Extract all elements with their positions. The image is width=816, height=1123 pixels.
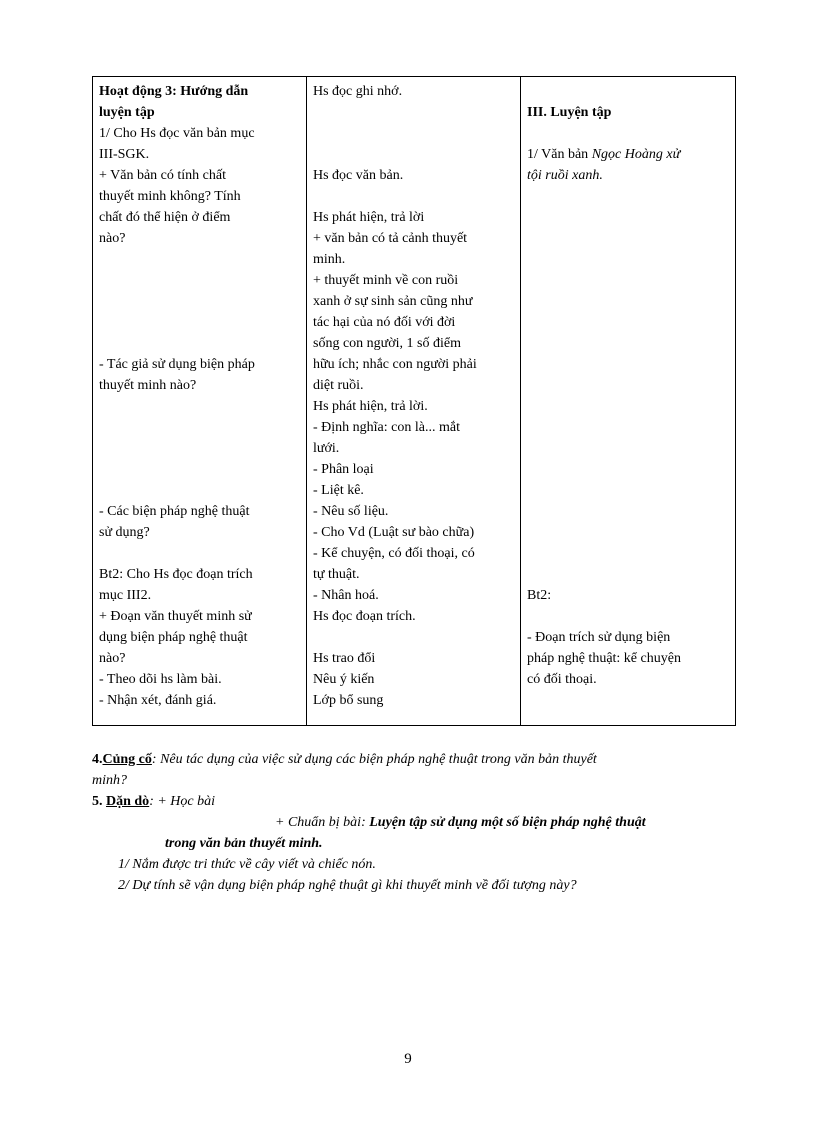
col1-text: chất đó thể hiện ở điểm [99, 210, 231, 225]
col2-text: - Nhân hoá. [313, 588, 379, 603]
question-2 [118, 875, 736, 896]
section-5-label: Dặn dò [106, 794, 150, 809]
col1-text: - Tác giả sử dụng biện pháp [99, 357, 255, 372]
col1-text: + Văn bản có tính chất [99, 168, 226, 183]
col2-text: - Liệt kê. [313, 483, 364, 498]
question-2-text: 2/ Dự tính sẽ vận dụng biện pháp nghệ thuật gì khi thuyết minh về đối tượng này? [118, 878, 577, 893]
section-5-number: 5. [92, 794, 103, 809]
section-4 [92, 749, 736, 791]
prep-title-a: Luyện tập sử dụng một số biện pháp nghệ thuật [369, 815, 646, 830]
teacher-activity-column [93, 77, 307, 725]
col1-text: mục III2. [99, 588, 152, 603]
col1-text: dụng biện pháp nghệ thuật [99, 630, 248, 645]
prep-line [275, 812, 736, 833]
col1-text: sử dụng? [99, 525, 150, 540]
col2-text: tác hại của nó đối với đời [313, 315, 456, 330]
col1-text: thuyết minh nào? [99, 378, 197, 393]
practice-heading: III. Luyện tập [527, 105, 612, 120]
col2-text: - Cho Vd (Luật sư bào chữa) [313, 525, 475, 540]
item1-title-a: Ngọc Hoàng xử [591, 147, 681, 162]
col2-text: lưới. [313, 441, 340, 456]
section-4-label: Củng cố [102, 752, 152, 767]
col2-text: Hs phát hiện, trả lời. [313, 399, 428, 414]
section-4-number: 4. [92, 752, 103, 767]
col2-text: hữu ích; nhắc con người phải [313, 357, 477, 372]
activity-heading-cont: luyện tập [99, 105, 155, 120]
section-4-text: : Nêu tác dụng của việc sử dụng các biện pháp nghệ thuật trong văn bản thuyết [151, 752, 597, 767]
bt2-answer: - Đoạn trích sử dụng biện [527, 630, 671, 645]
col1-text: thuyết minh không? Tính [99, 189, 241, 204]
section-4-text-cont: minh? [92, 773, 127, 788]
col2-text: minh. [313, 252, 346, 267]
bt2-answer: có đối thoại. [527, 672, 597, 687]
bt2-label: Bt2: [527, 588, 552, 603]
col2-text: - Phân loại [313, 462, 374, 477]
col2-text: - Định nghĩa: con là... mắt [313, 420, 460, 435]
col2-text: + văn bản có tả cảnh thuyết [313, 231, 468, 246]
student-activity-column [307, 77, 521, 725]
activity-heading: Hoạt động 3: Hướng dẫn [99, 84, 249, 99]
col1-text: 1/ Cho Hs đọc văn bản mục [99, 126, 255, 141]
col2-text: xanh ở sự sinh sản cũng như [313, 294, 473, 309]
col2-text: sống con người, 1 số điểm [313, 336, 461, 351]
item1-title-b: tội ruồi xanh. [527, 168, 603, 183]
col1-text: nào? [99, 231, 126, 246]
content-column [521, 77, 735, 725]
col2-text: Hs phát hiện, trả lời [313, 210, 425, 225]
col2-text: Nêu ý kiến [313, 672, 375, 687]
col1-text: III-SGK. [99, 147, 150, 162]
col1-text: - Nhận xét, đánh giá. [99, 693, 217, 708]
col2-text: + thuyết minh về con ruồi [313, 273, 459, 288]
col2-text: Lớp bổ sung [313, 693, 384, 708]
item1-prefix: 1/ Văn bản [527, 147, 589, 162]
col2-text: - Kể chuyện, có đối thoại, có [313, 546, 475, 561]
section-5 [92, 791, 736, 812]
prep-title-b: trong văn bản thuyết minh. [165, 836, 323, 851]
prep-line-2 [165, 833, 736, 854]
col2-text: diệt ruồi. [313, 378, 364, 393]
col1-text: Bt2: Cho Hs đọc đoạn trích [99, 567, 253, 582]
prep-prefix: + Chuẩn bị bài: [275, 815, 366, 830]
question-1-text: 1/ Nắm được tri thức về cây viết và chiếc nón. [118, 857, 376, 872]
col1-text: + Đoạn văn thuyết minh sử [99, 609, 252, 624]
bt2-answer: pháp nghệ thuật: kể chuyện [527, 651, 681, 666]
col1-text: nào? [99, 651, 126, 666]
section-5-text: : + Học bài [149, 794, 216, 809]
lesson-table [92, 76, 736, 726]
col1-text: - Các biện pháp nghệ thuật [99, 504, 250, 519]
question-1 [118, 854, 736, 875]
col2-text: Hs đọc đoạn trích. [313, 609, 416, 624]
col2-text: - Nêu số liệu. [313, 504, 389, 519]
practice-item-1 [527, 144, 729, 165]
col2-text: Hs trao đổi [313, 651, 376, 666]
col1-text: - Theo dõi hs làm bài. [99, 672, 222, 687]
col2-text: Hs đọc văn bản. [313, 168, 404, 183]
col2-text: tự thuật. [313, 567, 360, 582]
page-number: 9 [404, 1051, 412, 1067]
col2-text: Hs đọc ghi nhớ. [313, 84, 403, 99]
